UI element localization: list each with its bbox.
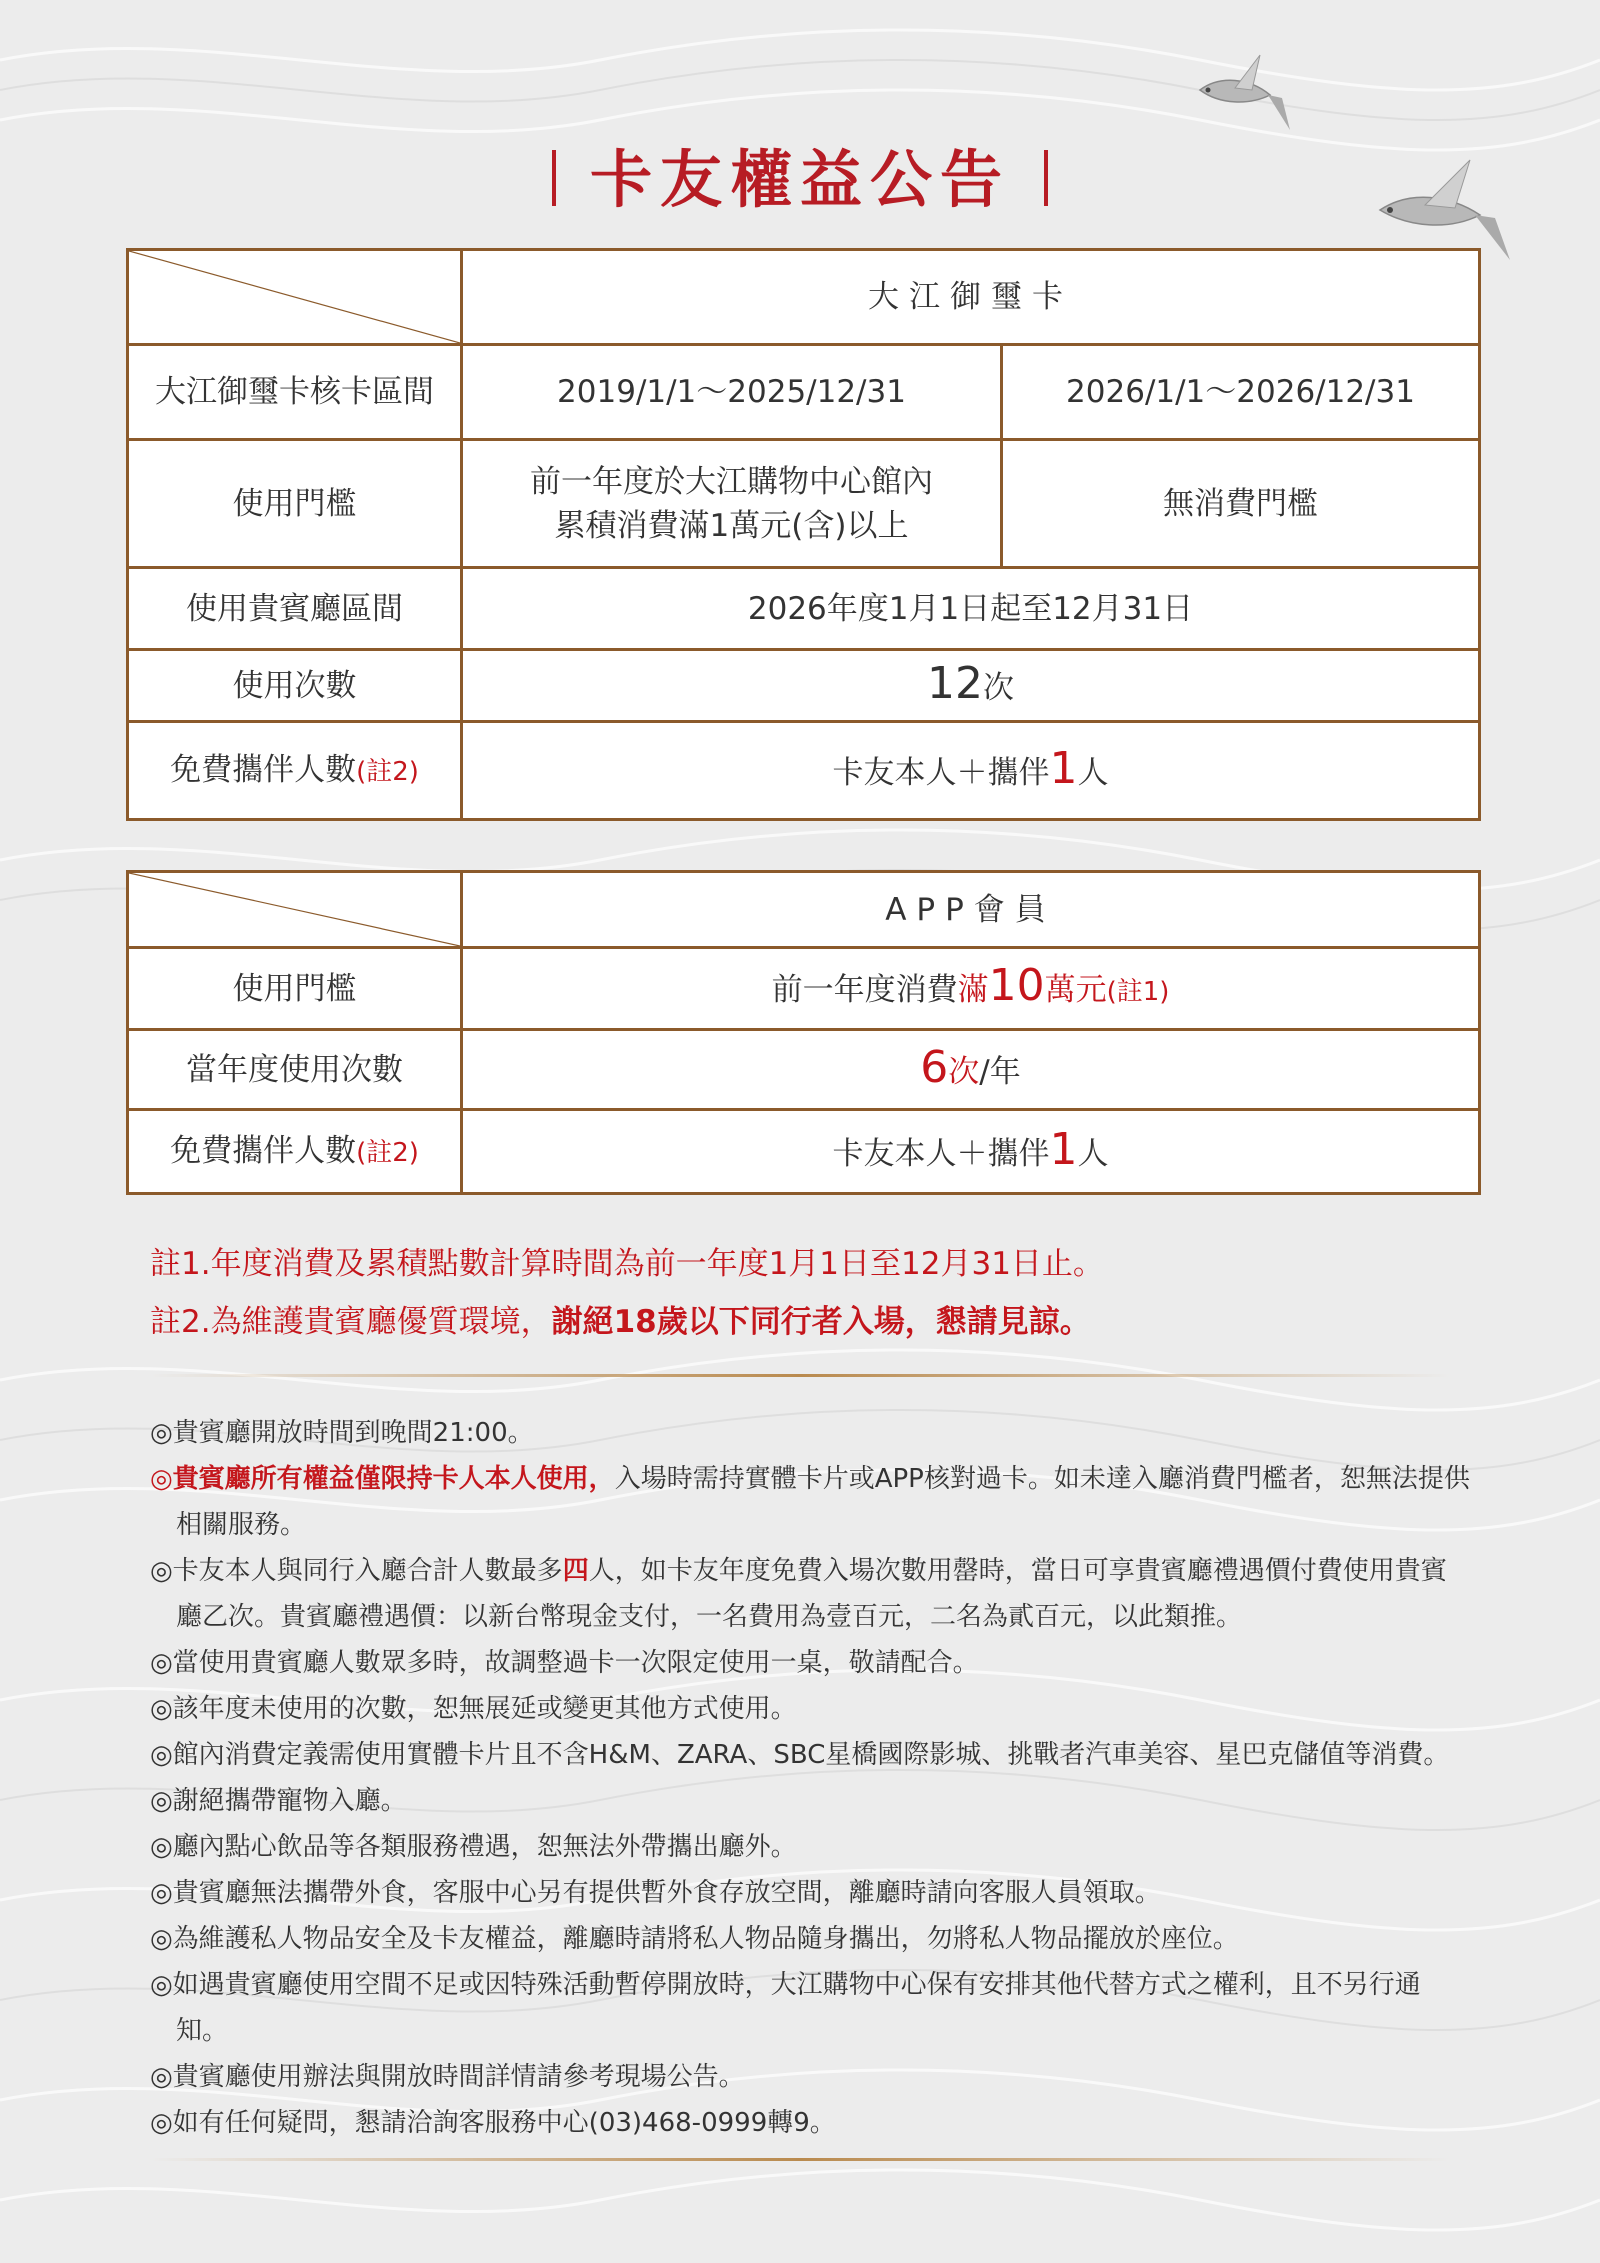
rule-item-post: 人，如卡友年度免費入場次數用罄時，當日可享貴賓廳禮遇價付費使用貴賓廳乙次。貴賓廳禮遇價：以新台幣現金支付，一名費用為壹百元，二名為貳百元，以此類推。 bbox=[176, 1556, 1447, 1632]
note-2 bbox=[150, 1298, 1450, 1346]
rule-item: ◎廳內點心飲品等各類服務禮遇，恕無法外帶攜出廳外。 bbox=[150, 1832, 797, 1862]
rule-item: ◎如遇貴賓廳使用空間不足或因特殊活動暫停開放時，大江購物中心保有安排其他代替方式之權利，且不另行通知。 bbox=[150, 1970, 1421, 2046]
rule-item-pre: ◎卡友本人與同行入廳合計人數最多 bbox=[150, 1556, 563, 1586]
page-title bbox=[0, 140, 1600, 220]
app-companions-note: (註2) bbox=[356, 1137, 419, 1168]
row-label-app-threshold: 使用門檻 bbox=[128, 948, 462, 1030]
threshold-line-1: 前一年度於大江購物中心館內 bbox=[530, 463, 933, 500]
app-uses-suffix: /年 bbox=[979, 1053, 1021, 1090]
app-companions-value bbox=[462, 1110, 1480, 1194]
companions-suffix: 人 bbox=[1077, 754, 1109, 791]
period-value-2: 2026/1/1～2026/12/31 bbox=[1002, 345, 1480, 440]
rule-item-emphasis: 四 bbox=[562, 1556, 589, 1586]
uses-value bbox=[462, 650, 1480, 722]
app-threshold-red-pre: 滿 bbox=[957, 971, 989, 1008]
app-threshold-value bbox=[462, 948, 1480, 1030]
rule-item: ◎貴賓廳無法攜帶外食，客服中心另有提供暫外食存放空間，離廳時請向客服人員領取。 bbox=[150, 1878, 1161, 1908]
row-label-threshold: 使用門檻 bbox=[128, 440, 462, 568]
app-uses-number: 6 bbox=[920, 1041, 949, 1093]
flying-fish-icon bbox=[1190, 50, 1300, 140]
rule-item-rest: 入場時需持實體卡片或APP核對過卡。如未達入廳消費門檻者，恕無法提供相關服務。 bbox=[176, 1464, 1470, 1540]
row-label-period: 大江御璽卡核卡區間 bbox=[128, 345, 462, 440]
app-companions-number: 1 bbox=[1049, 1123, 1078, 1175]
row-label-uses: 使用次數 bbox=[128, 650, 462, 722]
note-2-plain: 註2.為維護貴賓廳優質環境， bbox=[150, 1304, 552, 1340]
rule-item: ◎為維護私人物品安全及卡友權益，離廳時請將私人物品隨身攜出，勿將私人物品擺放於座位。 bbox=[150, 1924, 1239, 1954]
uses-unit: 次 bbox=[983, 669, 1014, 706]
app-member-table bbox=[126, 870, 1481, 1195]
rule-item bbox=[150, 1456, 1470, 1548]
app-threshold-number: 10 bbox=[988, 959, 1045, 1011]
lounge-period-value: 2026年度1月1日起至12月31日 bbox=[462, 568, 1480, 650]
row-label-app-uses: 當年度使用次數 bbox=[128, 1030, 462, 1110]
rule-item: ◎該年度未使用的次數，恕無展延或變更其他方式使用。 bbox=[150, 1694, 797, 1724]
rule-item: ◎當使用貴賓廳人數眾多時，故調整過卡一次限定使用一桌，敬請配合。 bbox=[150, 1648, 979, 1678]
app-threshold-prefix: 前一年度消費 bbox=[771, 971, 958, 1008]
table-header-app: APP會員 bbox=[462, 872, 1480, 948]
rule-item: ◎如有任何疑問，懇請洽詢客服務中心(03)468-0999轉9。 bbox=[150, 2108, 836, 2138]
rules-list bbox=[150, 1410, 1470, 2146]
rule-item: ◎貴賓廳開放時間到晚間21:00。 bbox=[150, 1418, 534, 1448]
app-companions-suffix: 人 bbox=[1077, 1135, 1109, 1172]
app-companions-prefix: 卡友本人＋攜伴 bbox=[832, 1135, 1050, 1172]
uses-number: 12 bbox=[927, 657, 983, 709]
title-bar-left bbox=[552, 150, 556, 206]
threshold-line-2: 累積消費滿1萬元(含)以上 bbox=[554, 507, 909, 544]
row-label-lounge-period: 使用貴賓廳區間 bbox=[128, 568, 462, 650]
rule-item-emphasis: ◎貴賓廳所有權益僅限持卡人本人使用， bbox=[150, 1464, 615, 1494]
note-2-bold: 謝絕18歲以下同行者入場，懇請見諒。 bbox=[551, 1304, 1091, 1340]
table-corner-cell bbox=[128, 872, 462, 948]
rule-item bbox=[150, 1548, 1470, 1640]
title-bar-right bbox=[1044, 150, 1048, 206]
row-label-app-companions bbox=[128, 1110, 462, 1194]
app-threshold-red-post: 萬元 bbox=[1044, 971, 1107, 1008]
rule-item: ◎謝絕攜帶寵物入廳。 bbox=[150, 1786, 407, 1816]
period-value-1: 2019/1/1～2025/12/31 bbox=[462, 345, 1002, 440]
card-benefits-table bbox=[126, 248, 1481, 821]
threshold-value-2: 無消費門檻 bbox=[1002, 440, 1480, 568]
app-threshold-note: (註1) bbox=[1106, 976, 1170, 1007]
companions-prefix: 卡友本人＋攜伴 bbox=[832, 754, 1050, 791]
row-label-companions bbox=[128, 722, 462, 820]
companions-number: 1 bbox=[1049, 742, 1078, 794]
threshold-value-1 bbox=[462, 440, 1002, 568]
title-text: 卡友權益公告 bbox=[589, 143, 1010, 216]
companions-note: (註2) bbox=[356, 756, 419, 787]
note-1: 註1.年度消費及累積點數計算時間為前一年度1月1日至12月31日止。 bbox=[150, 1246, 1104, 1282]
rule-item: ◎貴賓廳使用辦法與開放時間詳情請參考現場公告。 bbox=[150, 2062, 745, 2092]
companions-label: 免費攜伴人數 bbox=[170, 751, 357, 788]
app-uses-unit: 次 bbox=[948, 1053, 980, 1090]
companions-value bbox=[462, 722, 1480, 820]
divider-bottom bbox=[150, 2158, 1450, 2161]
app-uses-value bbox=[462, 1030, 1480, 1110]
rule-item: ◎館內消費定義需使用實體卡片且不含H&M、ZARA、SBC星橋國際影城、挑戰者汽車美容、星巴克儲值等消費。 bbox=[150, 1740, 1450, 1770]
table-corner-cell bbox=[128, 250, 462, 345]
table-header-card: 大江御璽卡 bbox=[462, 250, 1480, 345]
divider-top bbox=[150, 1374, 1450, 1377]
app-companions-label: 免費攜伴人數 bbox=[170, 1132, 357, 1169]
